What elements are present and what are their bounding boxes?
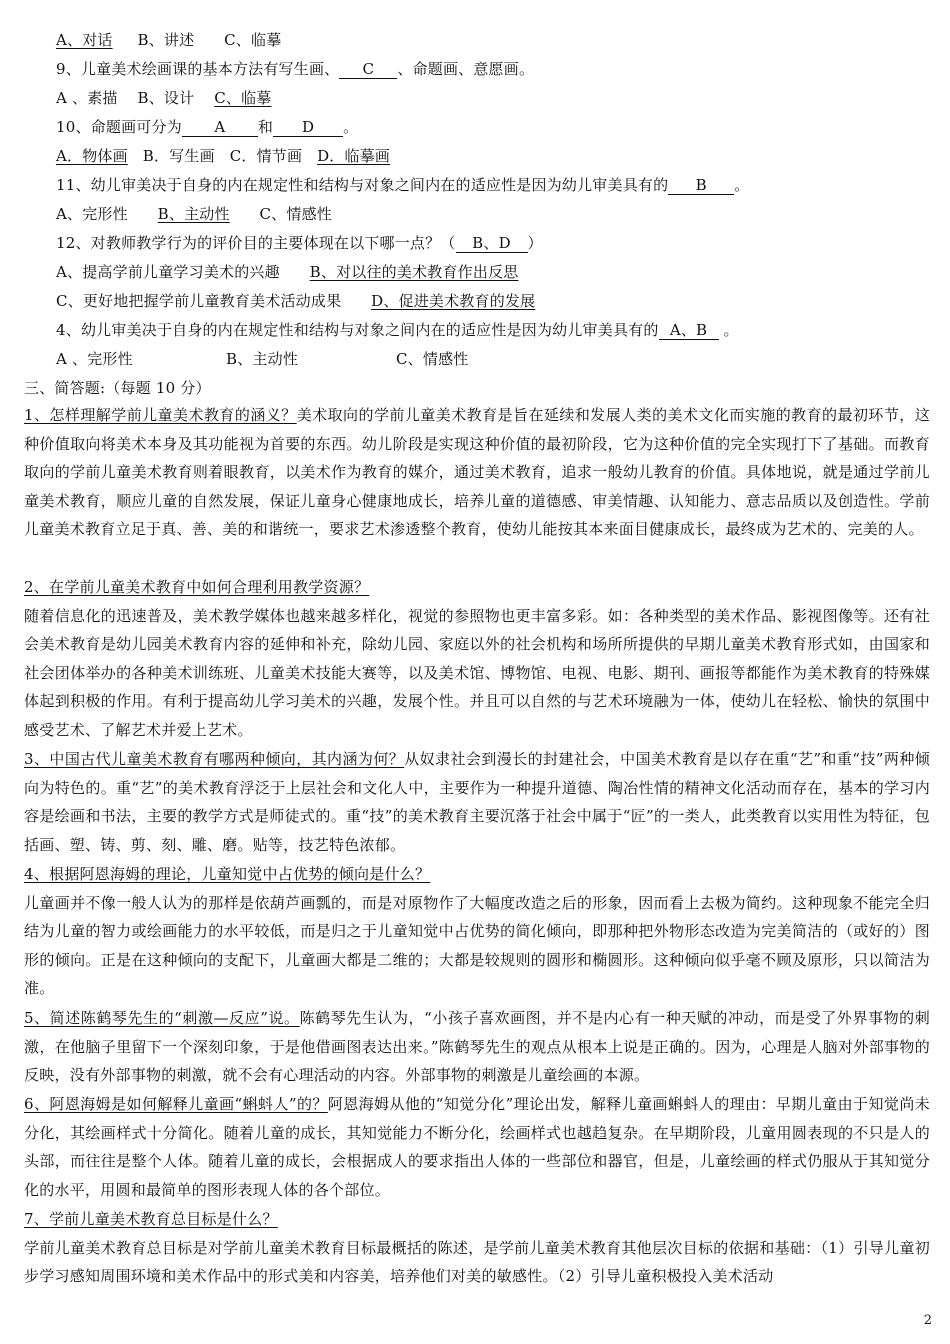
q10-text-middle: 和 (257, 118, 274, 136)
q11-text-before: 11、幼儿审美决于自身的内在规定性和结构与对象之间内在的适应性是因为幼儿审美具有的 (56, 176, 669, 194)
essay-3-body: 从奴隶社会到漫长的封建社会，中国美术教育是以存在重“艺”和重“技”两种倾向为特色的。重“艺”的美术教育浮泛于上层社会和文化人中，主要作为一种提升道德、陶冶性情的精神文化活动而存在，基本的学习内容是绘画和书法，主要的教学方式是师徒式的。重“技”的美术教育主要沉落于社会中属于“匠”的一类人，此类教育以实用性为特征，包括画、塑、铸、剪、刻、雕、磨。贴等，技艺特色浓郁。 (24, 750, 930, 854)
q8-option-a: A、对话 (56, 31, 113, 49)
q10-answer-1: A (182, 119, 258, 137)
q8-option-c: C、临摹 (224, 31, 282, 49)
q9-option-c: C、临摹 (214, 89, 272, 107)
essay-4-body: 儿童画并不像一般人认为的那样是依葫芦画瓢的，而是对原物作了大幅度改造之后的形象，因而看上去极为简约。这种现象不能完全归结为儿童的智力或绘画能力的水平较低，而是归之于儿童知觉中占优势的简化倾向，即那种把外物形态改造为完美简洁的（或好的）图形的倾向。正是在这种倾向的支配下，儿童画大都是二维的；大都是较规则的圆形和椭圆形。这种倾向似乎毫不顾及原形，只以简洁为准。 (24, 893, 930, 998)
essay-2-title: 2、在学前儿童美术教育中如何合理利用教学资源？ (24, 578, 370, 596)
essay-3 (24, 745, 930, 859)
q9-text-before: 9、儿童美术绘画课的基本方法有写生画、 (56, 60, 340, 78)
q10-text-after: 。 (343, 118, 359, 136)
q4-option-c: C、情感性 (396, 350, 469, 368)
q12-answer: B、D (456, 235, 528, 253)
section-title: 三、简答题:（每题 10 分） (24, 379, 211, 397)
essay-2 (24, 573, 930, 745)
q8-option-b: B、讲述 (137, 31, 195, 49)
q12-option-b: B、对以往的美术教育作出反思 (309, 263, 519, 281)
essay-5 (24, 1004, 930, 1090)
q4-option-a: A 、完形性 (56, 350, 133, 368)
q12-options-row-2 (56, 291, 535, 313)
essay-3-title: 3、中国古代儿童美术教育有哪两种倾向，其内涵为何？ (24, 750, 405, 768)
essay-4 (24, 860, 930, 1003)
q11-option-a: A、完形性 (56, 205, 128, 223)
q4-text-before: 4、幼儿审美决于自身的内在规定性和结构与对象之间内在的适应性是因为幼儿审美具有的 (56, 321, 659, 339)
q10-option-b: B．写生画 (142, 147, 215, 165)
q10-option-a: A．物体画 (56, 147, 128, 165)
q10-question (56, 117, 358, 139)
essay-4-title: 4、根据阿恩海姆的理论，儿童知觉中占优势的倾向是什么？ (24, 865, 431, 883)
q10-option-c: C．情节画 (229, 147, 303, 165)
q12-options-row-1 (56, 262, 518, 284)
essay-5-body: 陈鹤琴先生认为，“小孩子喜欢画图，并不是内心有一种天赋的冲动，而是受了外界事物的刺激，在他脑子里留下一个深刻印象，于是他借画图表达出来。”陈鹤琴先生的观点从根本上说是正确的。因为，心理是人脑对外部事物的反映，没有外部事物的刺激，就不会有心理活动的内容。外部事物的刺激是儿童绘画的本源。 (24, 1009, 930, 1085)
q11-answer: B (668, 177, 734, 195)
essay-7-body: 学前儿童美术教育总目标是对学前儿童美术教育目标最概括的陈述，是学前儿童美术教育其他层次目标的依据和基础：（1）引导儿童初步学习感知周围环境和美术作品中的形式美和内容美，培养他们对美的敏感性。（2）引导儿童积极投入美术活动 (24, 1238, 930, 1286)
q9-option-a: A 、素描 (56, 89, 118, 107)
q12-question (56, 233, 543, 255)
essay-1 (24, 401, 930, 544)
q11-question (56, 175, 750, 197)
q9-text-after: 、命题画、意愿画。 (397, 60, 535, 78)
q9-option-b: B、设计 (137, 89, 195, 107)
essay-6-title: 6、阿恩海姆是如何解释儿童画“蝌蚪人”的？ (24, 1095, 328, 1113)
essay-2-body: 随着信息化的迅速普及，美术教学媒体也越来越多样化，视觉的参照物也更丰富多彩。如：各种类型的美术作品、影视图像等。还有社会美术教育是幼儿园美术教育内容的延伸和补充，除幼儿园、家庭以外的社会机构和场所所提供的早期儿童美术教育形式如，由国家和社会团体举办的各种美术训练班、儿童美术技能大赛等，以及美术馆、博物馆、电视、电影、期刊、画报等都能作为美术教育的特殊媒体起到积极的作用。有利于提高幼儿学习美术的兴趣，发展个性。并且可以自然的与艺术环境融为一体，使幼儿在轻松、愉快的氛围中感受艺术、了解艺术并爱上艺术。 (24, 606, 930, 739)
q11-option-c: C、情感性 (259, 205, 332, 223)
q12-option-c: C、更好地把握学前儿童教育美术活动成果 (56, 292, 342, 310)
essay-1-title: 1、怎样理解学前儿童美术教育的涵义？ (24, 406, 297, 424)
essay-5-title: 5、简述陈鹤琴先生的“刺激—反应”说。 (24, 1009, 300, 1027)
q9-question (56, 59, 534, 81)
q12-option-d: D、促进美术教育的发展 (371, 292, 536, 310)
q10-option-d: D．临摹画 (317, 147, 391, 165)
essay-7 (24, 1205, 930, 1291)
q12-text-after: ） (527, 234, 543, 252)
q10-text-before: 10、命题画可分为 (56, 118, 182, 136)
essay-6-body: 阿恩海姆从他的“知觉分化”理论出发，解释儿童画蝌蚪人的理由：早期儿童由于知觉尚未分化，其绘画样式十分简化。随着儿童的成长，其知觉能力不断分化，绘画样式也越趋复杂。在早期阶段，儿童用圆表现的不只是人的头部，而往往是整个人体。随着儿童的成长，会根据成人的要求指出人体的一些部位和器官，但是，儿童绘画的样式仍服从于其知觉分化的水平，用圆和最简单的图形表现人体的各个部位。 (24, 1095, 930, 1199)
q10-options (56, 146, 390, 168)
essay-1-body: 美术取向的学前儿童美术教育是旨在延续和发展人类的美术文化而实施的教育的最初环节，这种价值取向将美术本身及其功能视为首要的东西。幼儿阶段是实现这种价值的最初阶段，它为这种价值的完全实现打下了基础。而教育取向的学前儿童美术教育则着眼教育，以美术作为教育的媒介，通过美术教育，追求一般幼儿教育的价值。具体地说，就是通过学前儿童美术教育，顺应儿童的自然发展，保证儿童身心健康地成长，培养儿童的道德感、审美情趣、认知能力、意志品质以及创造性。学前儿童美术教育立足于真、善、美的和谐统一，要求艺术渗透整个教育，使幼儿能按其本来面目健康成长，最终成为艺术的、完美的人。 (24, 406, 931, 539)
q4-options (56, 349, 468, 371)
q11-text-after: 。 (734, 176, 750, 194)
page-number: 2 (923, 1313, 932, 1328)
q9-options (56, 88, 271, 110)
q4-answer: A、B (659, 322, 719, 340)
q12-option-a: A、提高学前儿童学习美术的兴趣 (56, 263, 280, 281)
q10-answer-2: D (273, 119, 343, 137)
q12-text-before: 12、对教师教学行为的评价目的主要体现在以下哪一点？（ (56, 234, 456, 252)
q8-options (56, 30, 281, 52)
essay-7-title: 7、学前儿童美术教育总目标是什么？ (24, 1210, 278, 1228)
q4-text-after: 。 (723, 321, 739, 339)
q9-answer: C (339, 61, 397, 79)
essay-6 (24, 1090, 930, 1204)
q4-option-b: B、主动性 (226, 350, 299, 368)
q4-question (56, 320, 739, 342)
q11-options (56, 204, 332, 226)
q11-option-b: B、主动性 (157, 205, 230, 223)
